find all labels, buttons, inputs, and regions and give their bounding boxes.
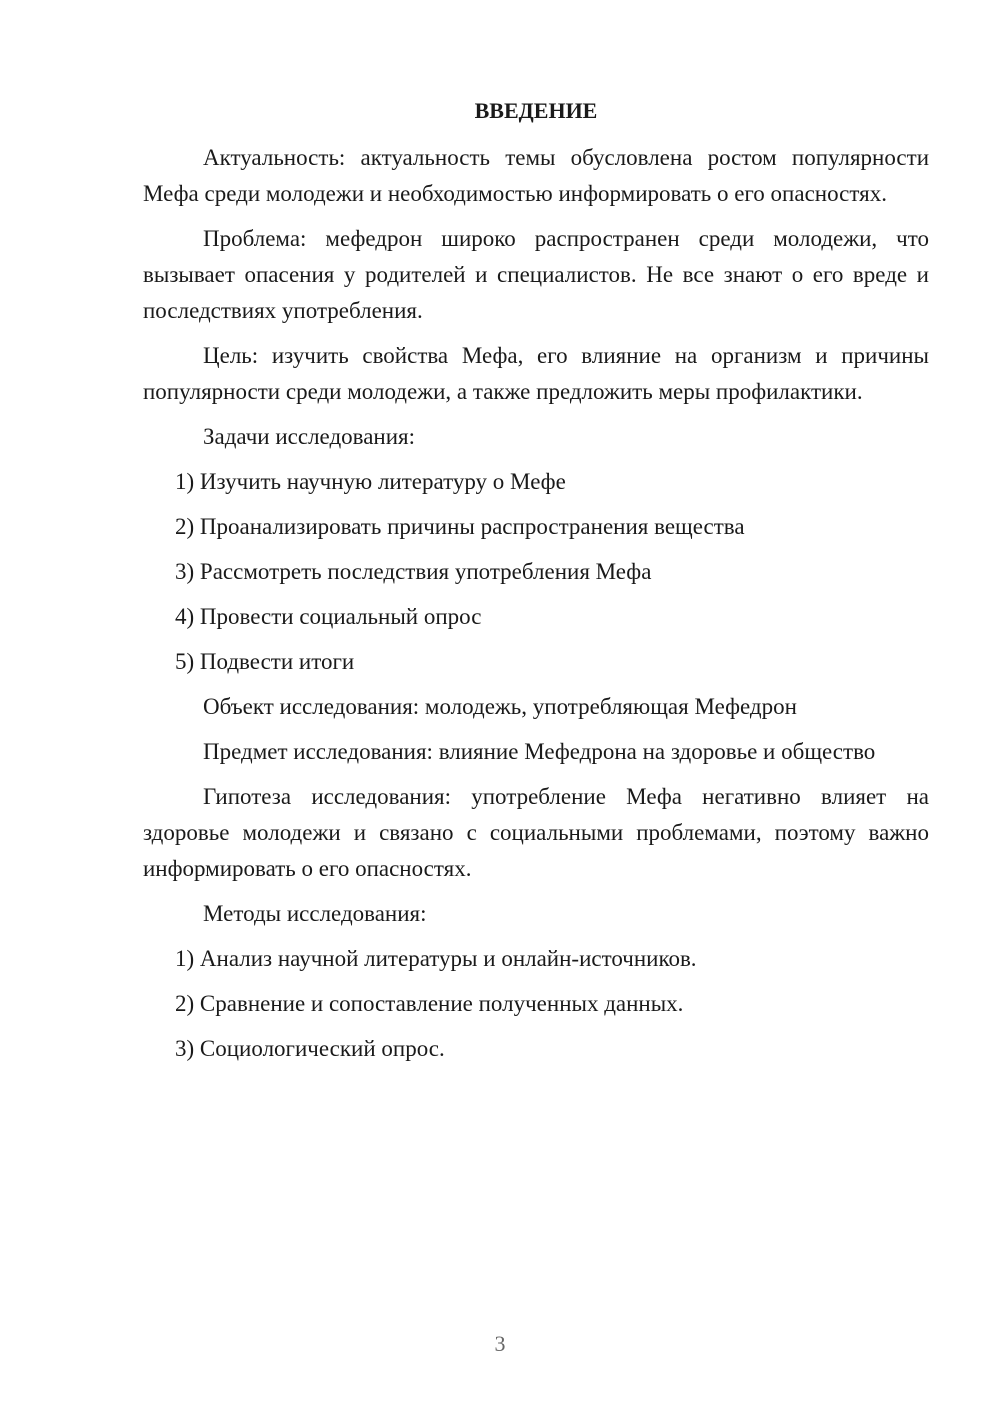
methods-heading: Методы исследования:	[203, 901, 427, 926]
section-title: ВВЕДЕНИЕ	[474, 98, 598, 123]
methods-list	[143, 941, 929, 1076]
list-item: 1) Анализ научной литературы и онлайн-источников.	[175, 946, 697, 971]
relevance-paragraph: Актуальность: актуальность темы обусловлена ростом популярности Мефа среди молодежи и необходимостью информировать о его опасностях.	[143, 145, 929, 206]
goal-paragraph: Цель: изучить свойства Мефа, его влияние на организм и причины популярности среди молодежи, а также предложить меры профилактики.	[143, 343, 929, 404]
list-item: 2) Проанализировать причины распространения вещества	[175, 514, 745, 539]
list-item: 4) Провести социальный опрос	[175, 604, 482, 629]
hypothesis-paragraph: Гипотеза исследования: употребление Мефа негативно влияет на здоровье молодежи и связано с социальными проблемами, поэтому важно информировать о его опасностях.	[143, 784, 929, 881]
list-item: 3) Рассмотреть последствия употребления Мефа	[175, 559, 652, 584]
page-content	[143, 93, 929, 1076]
tasks-heading: Задачи исследования:	[203, 424, 416, 449]
list-item: 5) Подвести итоги	[175, 649, 355, 674]
list-item: 1) Изучить научную литературу о Мефе	[175, 469, 566, 494]
problem-paragraph: Проблема: мефедрон широко распространен среди молодежи, что вызывает опасения у родителей и специалистов. Не все знают о его вреде и последствиях употребления.	[143, 226, 929, 323]
page-number: 3	[494, 1331, 506, 1356]
object-paragraph: Объект исследования: молодежь, употребляющая Мефедрон	[203, 694, 797, 719]
list-item: 3) Социологический опрос.	[175, 1036, 445, 1061]
subject-paragraph: Предмет исследования: влияние Мефедрона на здоровье и общество	[203, 739, 876, 764]
tasks-list	[143, 464, 929, 689]
list-item: 2) Сравнение и сопоставление полученных данных.	[175, 991, 684, 1016]
